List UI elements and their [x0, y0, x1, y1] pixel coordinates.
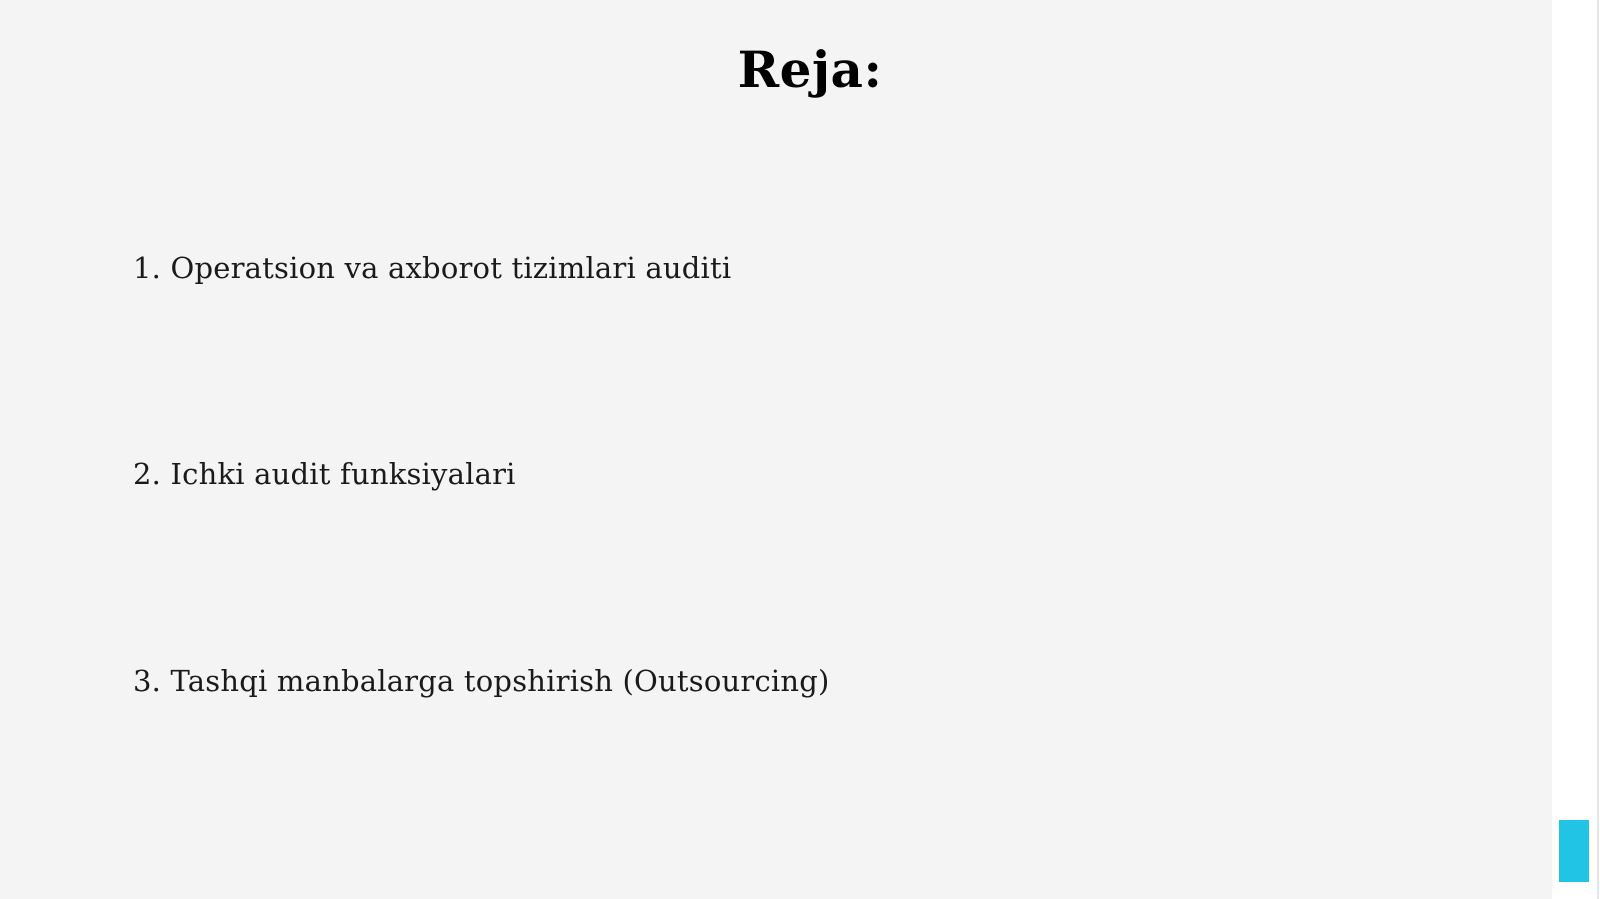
- viewer-edge-line: [1597, 0, 1599, 899]
- viewer-margin: [1552, 0, 1600, 899]
- slide-title: Reja:: [737, 40, 883, 99]
- plan-item-2: [133, 457, 516, 491]
- plan-item-text: Ichki audit funksiyalari: [170, 457, 516, 491]
- plan-item-1: [133, 251, 731, 285]
- plan-item-text: Tashqi manbalarga topshirish (Outsourcing): [170, 664, 830, 698]
- plan-item-3: [133, 664, 830, 698]
- plan-item-text: Operatsion va axborot tizimlari auditi: [170, 251, 732, 285]
- plan-item-number: 1.: [133, 251, 162, 285]
- scrollbar-thumb[interactable]: [1559, 820, 1589, 882]
- plan-item-number: 3.: [133, 664, 162, 698]
- plan-item-number: 2.: [133, 457, 162, 491]
